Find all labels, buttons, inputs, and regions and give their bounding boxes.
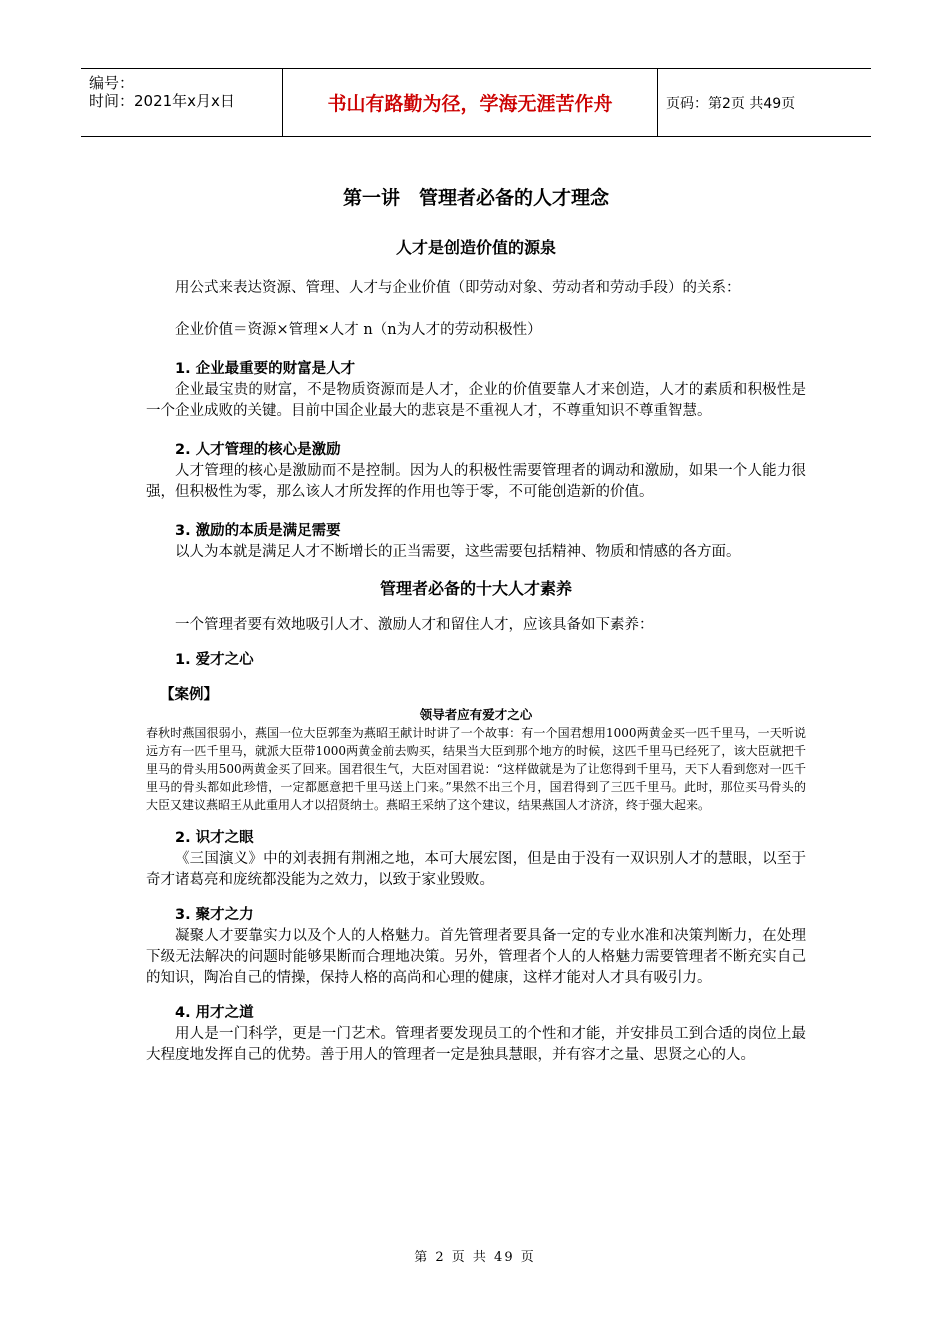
section1-item1-title: 1. 企业最重要的财富是人才 xyxy=(175,361,356,377)
section1-item3-title: 3. 激励的本质是满足需要 xyxy=(175,523,341,539)
section2-item1-title: 1. 爱才之心 xyxy=(175,652,254,668)
document-body xyxy=(146,178,806,1066)
section1-formula: 企业价值＝资源×管理×人才 n（n为人才的劳动积极性） xyxy=(175,322,542,338)
case-label: 【案例】 xyxy=(160,687,218,703)
section2-item4-text: 用人是一门科学，更是一门艺术。管理者要发现员工的个性和才能，并安排员工到合适的岗位上最大程度地发挥自己的优势。善于用人的管理者一定是独具慧眼，并有容才之量、思贤之心的人。 xyxy=(146,1026,806,1063)
section1-intro: 用公式来表达资源、管理、人才与企业价值（即劳动对象、劳动者和劳动手段）的关系： xyxy=(175,280,741,296)
section1-item2-text: 人才管理的核心是激励而不是控制。因为人的积极性需要管理者的调动和激励，如果一个人能力很强，但积极性为零，那么该人才所发挥的作用也等于零，不可能创造新的价值。 xyxy=(146,463,806,500)
case-title: 领导者应有爱才之心 xyxy=(419,707,533,722)
document-number-label: 编号： xyxy=(89,74,135,92)
section2-item2-title: 2. 识才之眼 xyxy=(175,830,254,846)
section1-item1-text: 企业最宝贵的财富，不是物质资源而是人才，企业的价值要靠人才来创造，人才的素质和积极性是一个企业成败的关键。目前中国企业最大的悲哀是不重视人才，不尊重知识不尊重智慧。 xyxy=(146,382,806,419)
header-info-cell xyxy=(81,69,283,136)
section2-item3-title: 3. 聚才之力 xyxy=(175,907,254,923)
page-footer: 第 2 页 共 49 页 xyxy=(414,1250,536,1265)
case-text: 春秋时燕国很弱小，燕国一位大臣郭奎为燕昭王献计时讲了一个故事：有一个国君想用1000两黄金买一匹千里马，一天听说远方有一匹千里马，就派大臣带1000两黄金前去购买，结果当大臣到那个地方的时候，这匹千里马已经死了，该大臣就把千里马的骨头用500两黄金买了回来。国君很生气，大臣对国君说：“这样做就是为了让您得到千里马，天下人看到您对一匹千里马的骨头都如此珍惜，一定都愿意把千里马送上门来。”果然不出三个月，国君得到了三匹千里马。此时，那位买马骨头的大臣又建议燕昭王从此重用人才以招贤纳士。燕昭王采纳了这个建议，结果燕国人才济济，终于强大起来。 xyxy=(146,726,806,812)
section2-heading: 管理者必备的十大人才素养 xyxy=(379,579,572,598)
header-page-info: 页码：第2页 共49页 xyxy=(666,95,796,112)
section2-intro: 一个管理者要有效地吸引人才、激励人才和留住人才，应该具备如下素养： xyxy=(175,617,654,633)
section1-heading: 人才是创造价值的源泉 xyxy=(395,238,556,257)
document-date-label: 时间：2021年x月x日 xyxy=(89,92,235,110)
page-header xyxy=(81,68,871,137)
section2-item4-title: 4. 用才之道 xyxy=(175,1005,254,1021)
section1-item2-title: 2. 人才管理的核心是激励 xyxy=(175,442,341,458)
section2-item2-text: 《三国演义》中的刘表拥有荆湘之地，本可大展宏图，但是由于没有一双识别人才的慧眼，以至于奇才诸葛亮和庞统都没能为之效力，以致于家业毁败。 xyxy=(146,851,806,888)
page-title: 第一讲 管理者必备的人才理念 xyxy=(342,187,609,209)
section1-item3-text: 以人为本就是满足人才不断增长的正当需要，这些需要包括精神、物质和情感的各方面。 xyxy=(175,544,741,560)
section2-item3-text: 凝聚人才要靠实力以及个人的人格魅力。首先管理者要具备一定的专业水准和决策判断力，在处理下级无法解决的问题时能够果断而合理地决策。另外，管理者个人的人格魅力需要管理者不断充实自己的知识，陶冶自己的情操，保持人格的高尚和心理的健康，这样才能对人才具有吸引力。 xyxy=(146,928,806,986)
header-motto: 书山有路勤为径，学海无涯苦作舟 xyxy=(283,69,658,136)
